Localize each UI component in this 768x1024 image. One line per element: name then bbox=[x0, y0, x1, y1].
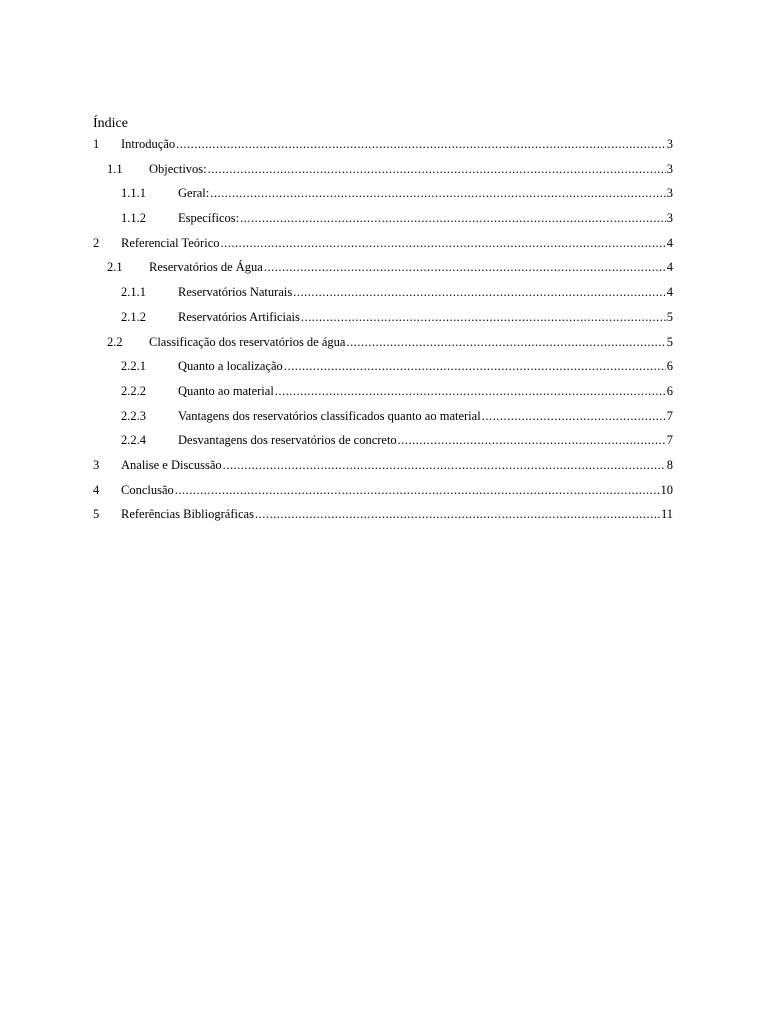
toc-dot-leader bbox=[175, 480, 660, 500]
toc-entry-title: Quanto a localização bbox=[178, 359, 283, 374]
toc-entry-number: 1 bbox=[93, 137, 100, 151]
toc-entry-number: 2.1.2 bbox=[121, 309, 146, 324]
toc-entry-page: 6 bbox=[666, 359, 673, 374]
toc-dot-leader bbox=[398, 430, 666, 450]
toc-entry-number: 1.1.2 bbox=[121, 211, 146, 226]
toc-dot-leader bbox=[264, 257, 666, 277]
toc-entry[interactable] bbox=[93, 430, 673, 455]
toc-entry[interactable] bbox=[93, 307, 673, 332]
toc-entry-title: Introdução bbox=[121, 137, 176, 151]
toc-entry-title: Reservatórios de Água bbox=[149, 260, 263, 275]
toc-entry-number: 2.2.1 bbox=[121, 359, 146, 374]
toc-entry[interactable] bbox=[93, 480, 673, 505]
table-of-contents bbox=[93, 134, 673, 529]
toc-dot-leader bbox=[210, 183, 666, 203]
toc-entry-page: 4 bbox=[666, 285, 673, 300]
toc-dot-leader bbox=[221, 233, 666, 253]
toc-entry-number: 1.1 bbox=[107, 161, 123, 176]
toc-entry[interactable] bbox=[93, 233, 673, 258]
toc-entry-page: 7 bbox=[666, 433, 673, 448]
toc-entry[interactable] bbox=[93, 406, 673, 431]
toc-entry-page: 3 bbox=[666, 211, 673, 226]
toc-entry[interactable] bbox=[93, 504, 673, 529]
toc-entry-page: 3 bbox=[666, 137, 673, 151]
toc-entry-number: 2.1.1 bbox=[121, 285, 146, 300]
toc-entry-number: 4 bbox=[93, 482, 100, 497]
toc-entry-page: 4 bbox=[666, 260, 673, 275]
toc-dot-leader bbox=[346, 332, 665, 352]
toc-entry-title: Referências Bibliográficas bbox=[121, 507, 254, 522]
toc-entry-title: Analise e Discussão bbox=[121, 457, 222, 472]
toc-entry-title: Vantagens dos reservatórios classificados quanto ao material bbox=[178, 408, 481, 423]
toc-entry[interactable] bbox=[93, 356, 673, 381]
toc-entry-number: 2.2 bbox=[107, 334, 123, 349]
toc-entry-page: 3 bbox=[666, 161, 673, 176]
toc-entry-title: Referencial Teórico bbox=[121, 235, 220, 250]
toc-entry-title: Quanto ao material bbox=[178, 383, 274, 398]
toc-dot-leader bbox=[255, 504, 660, 524]
toc-entry-page: 3 bbox=[666, 186, 673, 201]
toc-entry-number: 3 bbox=[93, 457, 100, 472]
toc-entry-title: Desvantagens dos reservatórios de concreto bbox=[178, 433, 397, 448]
toc-entry-number: 1.1.1 bbox=[121, 186, 146, 201]
toc-entry-page: 5 bbox=[666, 309, 673, 324]
toc-entry[interactable] bbox=[93, 257, 673, 282]
toc-entry[interactable] bbox=[93, 159, 673, 184]
toc-entry-page: 11 bbox=[660, 507, 673, 522]
toc-entry-page: 8 bbox=[666, 457, 673, 472]
toc-dot-leader bbox=[301, 307, 666, 327]
toc-entry-title: Conclusão bbox=[121, 482, 174, 497]
toc-entry-number: 2 bbox=[93, 235, 100, 250]
toc-entry[interactable] bbox=[93, 134, 673, 159]
toc-entry-page: 10 bbox=[660, 482, 673, 497]
toc-entry[interactable] bbox=[93, 183, 673, 208]
toc-entry-number: 2.2.2 bbox=[121, 383, 146, 398]
toc-entry-title: Reservatórios Artificiais bbox=[178, 309, 300, 324]
toc-dot-leader bbox=[482, 406, 666, 426]
toc-dot-leader bbox=[275, 381, 666, 401]
toc-dot-leader bbox=[240, 208, 666, 228]
toc-entry-number: 2.1 bbox=[107, 260, 123, 275]
toc-entry[interactable] bbox=[93, 381, 673, 406]
toc-dot-leader bbox=[293, 282, 666, 302]
toc-entry-page: 6 bbox=[666, 383, 673, 398]
toc-entry-number: 5 bbox=[93, 507, 100, 522]
toc-dot-leader bbox=[284, 356, 666, 376]
toc-entry-title: Classificação dos reservatórios de água bbox=[149, 334, 346, 349]
toc-entry-number: 2.2.3 bbox=[121, 408, 146, 423]
toc-entry-page: 5 bbox=[666, 334, 673, 349]
toc-entry-title: Objectivos: bbox=[149, 161, 207, 176]
toc-entry-title: Reservatórios Naturais bbox=[178, 285, 293, 300]
toc-entry[interactable] bbox=[93, 332, 673, 357]
toc-entry-title: Específicos: bbox=[178, 211, 240, 226]
toc-entry-number: 2.2.4 bbox=[121, 433, 146, 448]
toc-entry-title: Geral: bbox=[178, 186, 210, 201]
toc-dot-leader bbox=[223, 455, 666, 475]
toc-heading: Índice bbox=[93, 116, 128, 131]
toc-entry-page: 7 bbox=[666, 408, 673, 423]
toc-entry-page: 4 bbox=[666, 235, 673, 250]
toc-entry[interactable] bbox=[93, 208, 673, 233]
toc-entry[interactable] bbox=[93, 282, 673, 307]
toc-dot-leader bbox=[208, 159, 666, 179]
toc-entry[interactable] bbox=[93, 455, 673, 480]
toc-dot-leader bbox=[176, 134, 666, 154]
